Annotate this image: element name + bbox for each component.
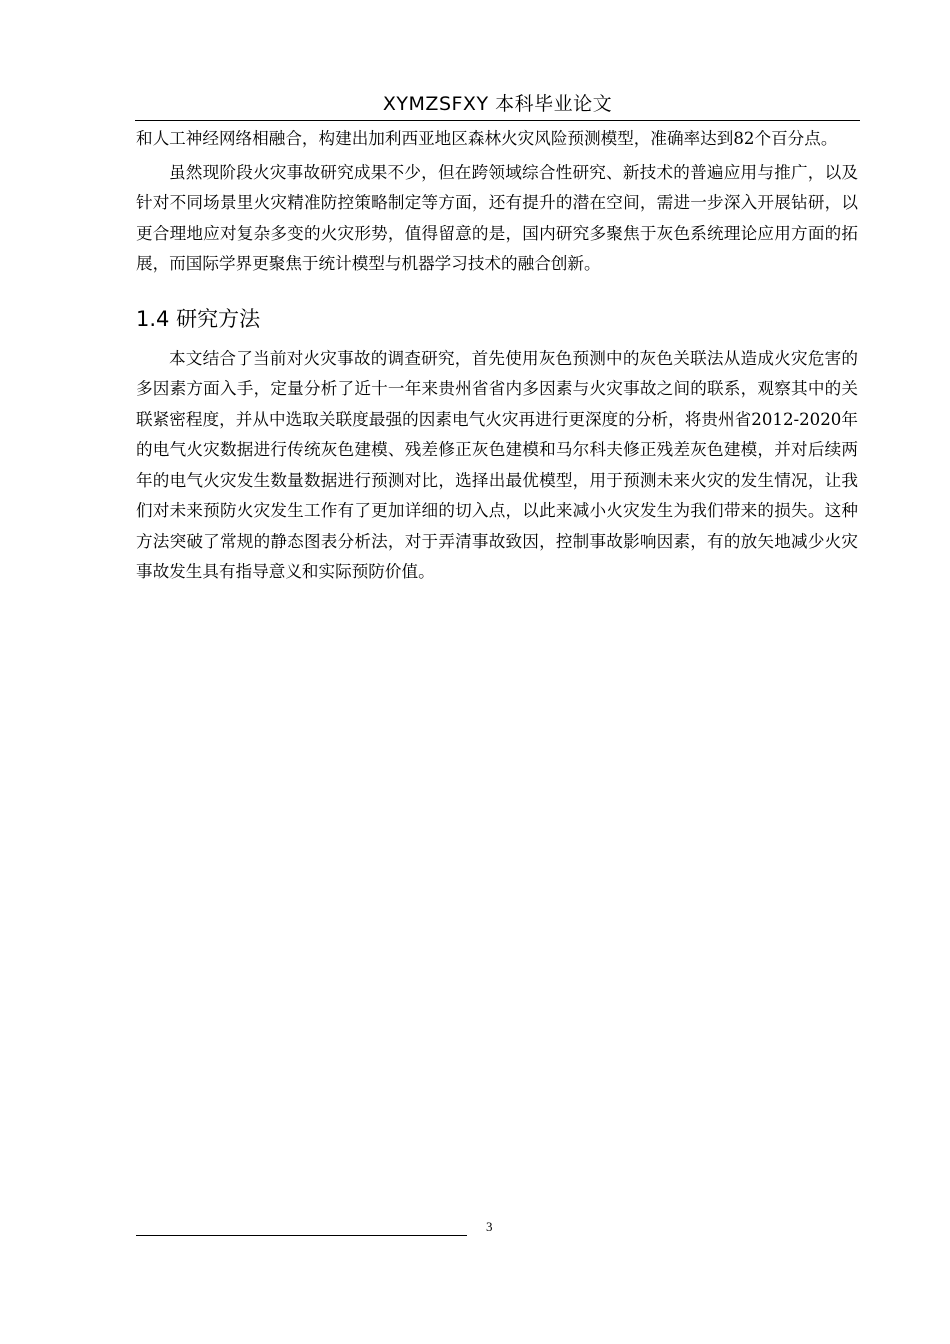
paragraph-continued: 和人工神经网络相融合，构建出加利西亚地区森林火灾风险预测模型，准确率达到82个百分点。 bbox=[136, 129, 838, 148]
thesis-header-title: XYMZSFXY 本科毕业论文 bbox=[382, 93, 613, 115]
page-content bbox=[136, 124, 858, 588]
section-heading: 1.4 研究方法 bbox=[136, 306, 261, 331]
page-number: 3 bbox=[486, 1219, 493, 1234]
footnote-separator-line bbox=[136, 1235, 467, 1236]
paragraph-research-method: 本文结合了当前对火灾事故的调查研究，首先使用灰色预测中的灰色关联法从造成火灾危害的多因素方面入手，定量分析了近十一年来贵州省省内多因素与火灾事故之间的联系，观察其中的关联紧密程度，并从中选取关联度最强的因素电气火灾再进行更深度的分析，将贵州省2012-2020年的电气火灾数据进行传统灰色建模、残差修正灰色建模和马尔科夫修正残差灰色建模，并对后续两年的电气火灾发生数量数据进行预测对比，选择出最优模型，用于预测未来火灾的发生情况，让我们对未来预防火灾发生工作有了更加详细的切入点，以此来减小火灾发生为我们带来的损失。这种方法突破了常规的静态图表分析法，对于弄清事故致因，控制事故影响因素，有的放矢地减少火灾事故发生具有指导意义和实际预防价值。 bbox=[136, 348, 858, 581]
page-header bbox=[135, 91, 860, 121]
paragraph-research-gap: 虽然现阶段火灾事故研究成果不少，但在跨领域综合性研究、新技术的普遍应用与推广，以及针对不同场景里火灾精准防控策略制定等方面，还有提升的潜在空间，需进一步深入开展钻研，以更合理地应对复杂多变的火灾形势，值得留意的是，国内研究多聚焦于灰色系统理论应用方面的拓展，而国际学界更聚焦于统计模型与机器学习技术的融合创新。 bbox=[136, 162, 858, 273]
